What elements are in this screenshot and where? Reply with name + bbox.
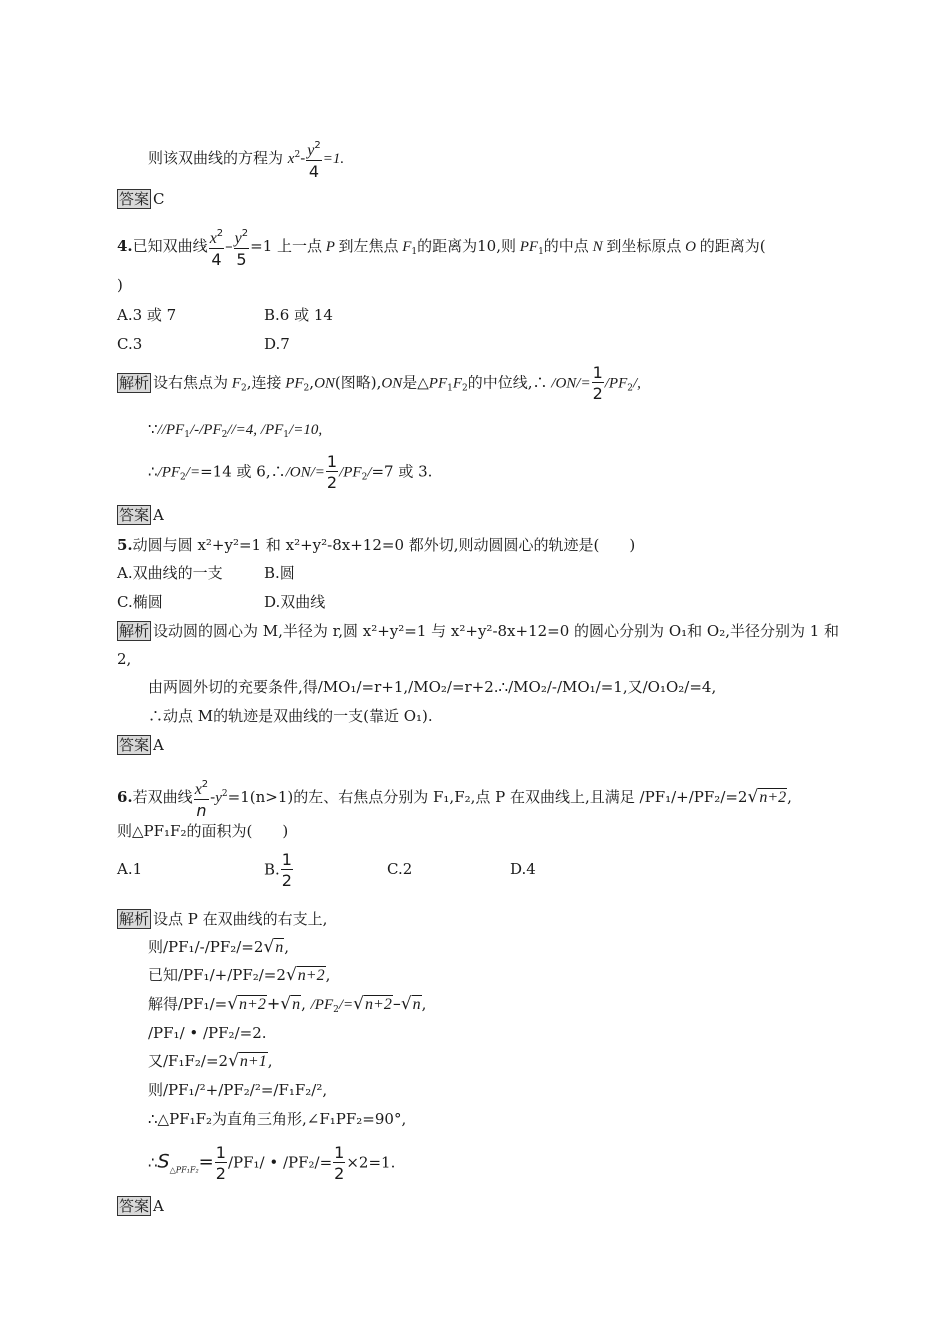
q3-result-line: 则该双曲线的方程为 $x^2-$ $\frac{y^2}{4}$ =1.	[148, 136, 344, 182]
analysis-tag: 解析	[119, 622, 150, 640]
q5-analysis-1: 解析 设动圆的圆心为 M,半径为 r,圆 x²+y²=1 与 x²+y²-8x+12=0 的圆心分别为 O₁和 O₂,半径分别为 1 和	[119, 622, 840, 640]
fraction: $\frac{y^2}{5}$	[234, 224, 249, 270]
q4-option-c: C.3	[117, 335, 143, 353]
q5-analysis-3: ∴动点 M的轨迹是双曲线的一支(靠近 O₁).	[148, 707, 433, 725]
q6-option-b: B. $\frac{1}{2}$	[264, 850, 292, 890]
q6-analysis-5: /PF₁/ • /PF₂/=2.	[148, 1024, 267, 1042]
answer-tag: 答案	[119, 190, 150, 208]
fraction: $\frac{1}{2}$	[592, 363, 603, 403]
answer-value: C	[153, 190, 165, 208]
sqrt-expression: √n+2	[747, 787, 787, 807]
q6-analysis-3: 已知/PF₁/+/PF₂/=2√n+2,	[148, 965, 331, 985]
fraction: $\frac{1}{2}$	[281, 850, 292, 890]
q5-analysis-1b: 2,	[117, 650, 132, 668]
q6-analysis-1: 解析 设点 P 在双曲线的右支上,	[119, 910, 328, 928]
q4-option-a: A.3 或 7	[117, 306, 177, 324]
q5-option-c: C.椭圆	[117, 593, 163, 611]
q4-option-d: D.7	[264, 335, 290, 353]
answer-value: A	[153, 1197, 164, 1215]
q6-stem: 6.若双曲线 $\frac{x^2}{n}$ $-y^2=1(n>1)$的左、右焦点分别为 F₁,F₂,点 P 在双曲线上,且满足 /PF₁/+/PF₂/=2√n+2,	[117, 775, 792, 821]
answer-value: A	[153, 506, 164, 524]
q5-option-d: D.双曲线	[264, 593, 326, 611]
q5-answer-line	[117, 734, 164, 756]
q4-stem-close: )	[117, 276, 123, 294]
analysis-tag: 解析	[119, 910, 150, 928]
answer-tag: 答案	[119, 1197, 150, 1215]
q3-answer-line	[117, 188, 165, 210]
fraction: $\frac{1}{2}$	[326, 452, 338, 492]
q4-analysis-1: 解析 设右焦点为 $F_2$,连接 $PF_2,ON$(图略),ON是$\triangle PF_1F_2$的中位线,∴ /ON/= $\frac{1}{2}$ $/PF_2/$,	[119, 363, 641, 403]
q4-analysis-3: $\therefore/PF_2/==14$ 或 6,∴/ON/= $\frac{1}{2}$ $/PF_2/=7$ 或 3.	[148, 452, 433, 492]
fraction: $\frac{x^2}{4}$	[209, 224, 224, 270]
q4-stem: 4.已知双曲线 $\frac{x^2}{4}$ – $\frac{y^2}{5}$ =1 上一点 P 到左焦点 $F_1$的距离为10,则 $PF_1$的中点 N 到坐标原点 O 的距离为(	[117, 224, 766, 270]
q6-analysis-2: 则/PF₁/-/PF₂/=2√n,	[148, 937, 290, 957]
q5-analysis-2: 由两圆外切的充要条件,得/MO₁/=r+1,/MO₂/=r+2.∴/MO₂/-/MO₁/=1,又/O₁O₂/=4,	[148, 678, 717, 696]
q5-option-b: B.圆	[264, 564, 295, 582]
q6-answer-line	[117, 1195, 164, 1217]
q6-analysis-7: 则/PF₁/²+/PF₂/²=/F₁F₂/²,	[148, 1081, 328, 1099]
analysis-tag: 解析	[119, 373, 150, 392]
q6-analysis-9: $\therefore S_{\triangle PF_1F_2}=$ $\frac{1}{2}$ /PF₁/ • /PF₂/= $\frac{1}{2}$ ×2=1.	[148, 1143, 396, 1183]
fraction: $\frac{1}{2}$	[215, 1143, 226, 1183]
fraction: $\frac{1}{2}$	[334, 1143, 345, 1183]
q6-analysis-4: 解得/PF₁/=√n+2+√n, $/PF_2/=√n+2-√n$,	[148, 994, 427, 1015]
q5-stem: 5.动圆与圆 x²+y²=1 和 x²+y²-8x+12=0 都外切,则动圆圆心的轨迹是( )	[117, 536, 636, 554]
q6-stem-2: 则△PF₁F₂的面积为( )	[117, 822, 289, 840]
q4-answer-line	[117, 504, 164, 526]
answer-value: A	[153, 736, 164, 754]
q6-analysis-6: 又/F₁F₂/=2√n+1,	[148, 1051, 273, 1071]
fraction: $\frac{x^2}{n}$	[194, 775, 209, 821]
fraction: $\frac{y^2}{4}$	[306, 136, 321, 182]
q6-option-c: C.2	[387, 860, 413, 878]
q4-analysis-2: $\because//PF_1/-/PF_2//=4$, $/PF_1/=10$,	[148, 420, 323, 440]
answer-tag: 答案	[119, 506, 150, 524]
q5-option-a: A.双曲线的一支	[117, 564, 223, 582]
q6-analysis-8: ∴△PF₁F₂为直角三角形,∠F₁PF₂=90°,	[148, 1110, 407, 1128]
answer-tag: 答案	[119, 736, 150, 754]
q6-option-d: D.4	[510, 860, 536, 878]
q4-option-b: B.6 或 14	[264, 306, 333, 324]
q6-option-a: A.1	[117, 860, 143, 878]
